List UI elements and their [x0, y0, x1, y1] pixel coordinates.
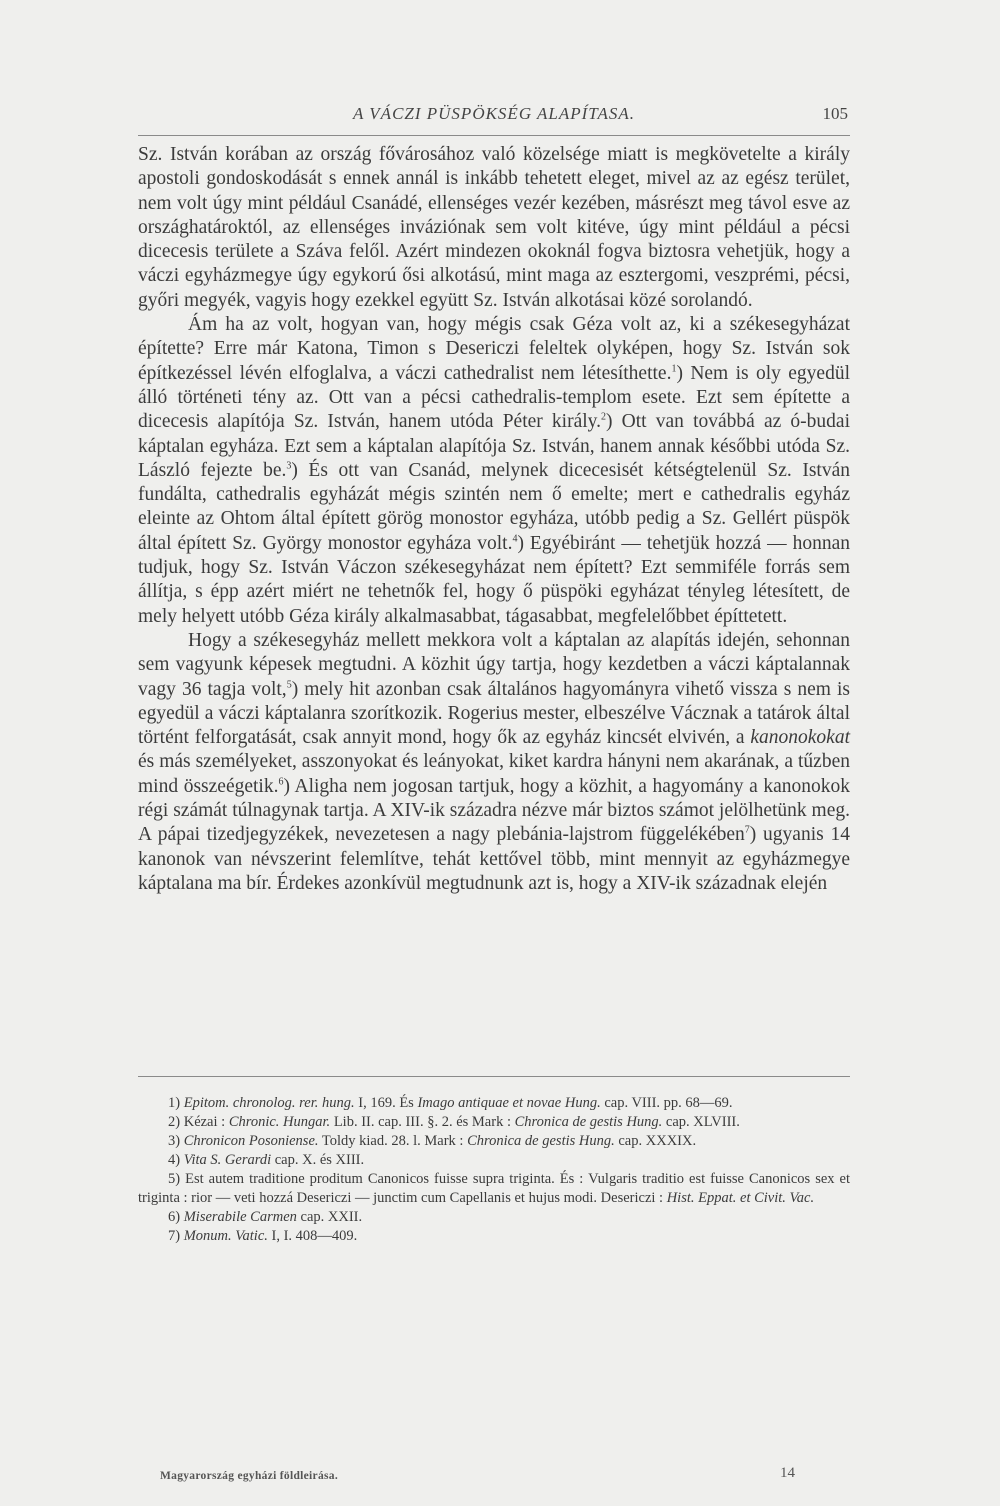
footnote-text: cap. X. és XIII. — [271, 1152, 365, 1168]
text-span: Sz. István korában az ország fővárosához való közelsége miatt is megkövetelte a király apostoli gondoskodását s ennek annál is inkább tehetett eleget, mivel az az egész terület, nem volt úgy mint például Csanádé, ellenséges vezér kezében, másrészt meg távol esve az országhatároktól, az ellenséges inváziónak sem volt kitéve, úgy mint például a pécsi dicecesis területe a Száva felől. Azért mindezen okoknál fogva biztosra vehetjük, hogy a váczi egyházmegye úgy egykorú ősi alkotású, mint maga az esztergomi, veszprémi, pécsi, győri megyék, vagyis hogy ezekkel együtt Sz. István alkotásai közé sorolandó. — [138, 144, 850, 311]
footnote-marker: 2) — [168, 1114, 181, 1130]
text-span: ) Ott van továbbá az ó-budai káptalan egyháza. Ezt sem a káptalan alapítója Sz. István, hanem annak későbbi utóda Sz. László fejezte be. — [138, 411, 850, 481]
footnote-ref[interactable]: 4 — [512, 533, 518, 545]
text-span: ) Nem is oly egyedül álló történeti tény az. Ott van a pécsi cathedralis-templom esete. Ezt sem építette a dicecesis alapítója Sz. István, hanem utóda Péter király. — [138, 362, 850, 433]
printer-signature: Magyarország egyházi földleirása. — [160, 1470, 339, 1482]
footnote-text: I, I. 408—409. — [267, 1228, 358, 1244]
footnote-citation: Monum. Vatic. — [183, 1228, 268, 1244]
footnote-citation: Chronic. Hungar. — [228, 1114, 331, 1130]
footnote-citation: Vita S. Gerardi — [183, 1152, 272, 1168]
text-span: ) mely hit azonban csak általános hagyományra vihető vissza s nem is egyedül a váczi káptalanra szorítkozik. Rogerius mester, elbeszélve Vácznak a tatárok által történt felforgatását, csak annyit mond, hogy ők az egyház kincsét elvivén, a — [138, 678, 850, 749]
main-text — [138, 143, 850, 896]
footnote-ref[interactable]: 3 — [286, 460, 292, 472]
footnote — [138, 1227, 850, 1246]
footnote-marker: 5) — [168, 1171, 181, 1187]
footnote-text: cap. XXXIX. — [614, 1133, 697, 1149]
footnote-text: cap. XXII. — [296, 1209, 363, 1225]
footnote-text: cap. VIII. pp. 68—69. — [600, 1095, 733, 1111]
footnote-ref[interactable]: 7 — [744, 824, 750, 836]
footnote-ref[interactable]: 1 — [671, 363, 677, 375]
footnote-text: Lib. II. cap. III. §. 2. és Mark : — [330, 1114, 515, 1130]
footnote — [138, 1094, 850, 1113]
text-span: ) ugyanis 14 kanonok van névszerint felemlítve, tehát kettővel több, mint mennyit az egyházmegye káptalana ma bír. Érdekes azonkívül megtudnunk azt is, hogy a XIV-ik századnak elején — [138, 824, 851, 894]
footnote-text: Est autem traditione proditum Canonicos fuisse supra triginta. És : Vulgaris traditio est fuisse Canonicos sex et triginta : rior — veti hozzá Desericzi — junctim cum Capellanis et hujus modi. Desericzi : — [138, 1171, 851, 1206]
footnote-marker: 6) — [168, 1209, 181, 1225]
text-span: ) Egyébiránt — tehetjük hozzá — honnan tudjuk, hogy Sz. István Váczon székesegyházat nem épített? Ezt semmiféle forrás sem állítja, s épp azért miért ne tehetnők fel, hogy ő püspöki egyházat tényleg létesített, de mely helyett utóbb Géza király alkalmasabbat, tágasabbat, megfelelőbbet építtetett. — [138, 532, 850, 627]
footnote-text: Kézai : — [183, 1114, 229, 1130]
paragraph — [138, 143, 850, 313]
footnote-ref[interactable]: 6 — [278, 776, 284, 788]
footnote — [138, 1170, 850, 1208]
footnote-marker: 4) — [168, 1152, 181, 1168]
footnote-text: cap. XLVIII. — [662, 1114, 740, 1130]
footnote-citation: Chronica de gestis Hung. — [467, 1133, 615, 1149]
sheet-number: 14 — [780, 1465, 795, 1481]
footnote — [138, 1132, 850, 1151]
text-span: és más személyeket, asszonyokat és leányokat, kiket kardra hányni nem akarának, a tűzben mind összeégetik. — [138, 751, 850, 797]
text-span: Hogy a székesegyház mellett mekkora volt a káptalan az alapítás idején, sehonnan sem vagyunk képesek megtudni. A közhit úgy tartja, hogy kezdetben a váczi káptalannak vagy 36 tagja volt, — [138, 629, 850, 700]
footnote-marker: 3) — [168, 1133, 181, 1149]
paragraph — [138, 629, 850, 896]
footnote-citation: Epitom. chronolog. rer. hung. — [183, 1095, 355, 1111]
footnote-citation: Imago antiquae et novae Hung. — [417, 1095, 601, 1111]
italic-term: kanonokokat — [750, 727, 850, 749]
footnote-text: I, 169. És — [354, 1095, 418, 1111]
footnotes — [138, 1094, 850, 1246]
footnote-citation: Hist. Eppat. et Civit. Vac. — [666, 1190, 815, 1206]
text-span: ) Aligha nem jogosan tartjuk, hogy a közhit, a hagyomány a kanonokok régi számát túlnagynak tartja. A XIV-ik századra nézve már biztos számot jelölhetünk meg. A pápai tizedjegyzékek, nevezetesen a nagy plebánia-lajstrom függelékében — [138, 775, 851, 846]
footnote-citation: Chronicon Posoniense. — [183, 1133, 319, 1149]
footnote-text: Toldy kiad. 28. l. Mark : — [318, 1133, 468, 1149]
running-head — [138, 104, 850, 132]
footnote-ref[interactable]: 2 — [601, 411, 607, 423]
footnote-rule — [138, 1076, 850, 1077]
footnote — [138, 1151, 850, 1170]
footnote-citation: Chronica de gestis Hung. — [514, 1114, 663, 1130]
header-rule — [138, 135, 850, 136]
text-span: Ám ha az volt, hogyan van, hogy mégis csak Géza volt az, ki a székesegyházat építette? Erre már Katona, Timon s Desericzi feleltek olyképen, hogy Sz. István sok építkezéssel lévén elfoglalva, a váczi cathedralist nem létesíthette. — [138, 314, 850, 384]
page-number: 105 — [822, 104, 848, 123]
footnote-ref[interactable]: 5 — [286, 679, 292, 691]
footnote — [138, 1208, 850, 1227]
footnote — [138, 1113, 850, 1132]
footnote-marker: 1) — [168, 1095, 181, 1111]
text-span: ) És ott van Csanád, melynek dicecesisét kétségtelenül Sz. István fundálta, cathedralis egyházát mégis szintén nem ő emelte; mert e cathedralis egyház eleinte az Ohtom által épített görög monostor egyháza, utóbb pedig a Sz. Gellért püspök által épített Sz. György monostor egyháza volt. — [138, 459, 850, 554]
paragraph — [138, 313, 850, 629]
running-title: A VÁCZI PÜSPÖKSÉG ALAPÍTASA. — [352, 104, 636, 123]
footnote-citation: Miserabile Carmen — [183, 1209, 297, 1225]
footnote-marker: 7) — [168, 1228, 181, 1244]
